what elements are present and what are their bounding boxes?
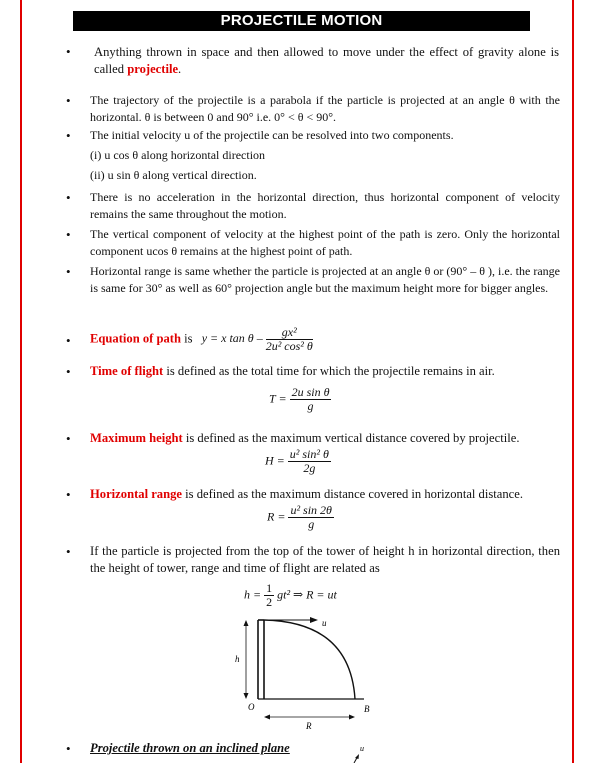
- formula-den: 2: [266, 595, 273, 609]
- formula-num: 2u sin θ: [291, 385, 330, 399]
- text: is defined as the maximum vertical distance covered by projectile.: [182, 431, 520, 445]
- term-equation-of-path: Equation of path: [90, 331, 181, 346]
- formula-lhs: h =: [244, 587, 262, 602]
- term-time-of-flight: Time of flight: [90, 364, 164, 378]
- formula-den: g: [307, 399, 314, 413]
- bullet-horizontal-range: [90, 486, 560, 503]
- text: is defined as the total time for which the projectile remains in air.: [163, 364, 495, 378]
- bullet-maximum-height: [90, 430, 560, 447]
- formula-rhs: gt² ⇒ R = ut: [277, 587, 337, 602]
- label-h: h: [235, 654, 240, 664]
- range-arrowhead-left: [264, 715, 270, 720]
- bullet-marker: •: [66, 431, 71, 446]
- range-arrowhead-right: [349, 715, 355, 720]
- bullet-marker: •: [66, 741, 71, 756]
- bullet-vertical-component: The vertical component of velocity at the highest point of the path is zero. Only the horizontal component ucos θ remains at the highest point of path.: [90, 227, 560, 258]
- bullet-marker: •: [66, 44, 71, 59]
- bullet-tower-projection: If the particle is projected from the top of the tower of height h in horizontal direction, then the height of tower, range and time of flight are related as: [90, 544, 560, 575]
- formula-lhs: R =: [267, 509, 286, 524]
- velocity-arrowhead: [355, 754, 359, 759]
- formula-maximum-height: [265, 448, 331, 475]
- formula-lhs: H =: [265, 453, 285, 468]
- formula-num: u² sin² θ: [289, 447, 329, 461]
- label-u: u: [322, 618, 327, 628]
- tower-projectile-diagram: [222, 612, 382, 732]
- bullet-marker: •: [66, 227, 71, 242]
- bullet-marker: •: [66, 364, 71, 379]
- bullet-marker: •: [66, 128, 71, 143]
- bullet-marker: •: [66, 190, 71, 205]
- formula-path: [201, 325, 313, 353]
- bullet-inclined-plane: Projectile thrown on an inclined plane: [90, 741, 290, 755]
- component-vertical: (ii) u sin θ along vertical direction.: [90, 168, 257, 182]
- formula-time-of-flight: [269, 386, 331, 413]
- formula-den: 2u² cos² θ: [265, 339, 313, 353]
- trajectory-curve: [264, 620, 355, 699]
- formula-den: 2g: [303, 461, 316, 475]
- bullet-range-angles: Horizontal range is same whether the particle is projected at an angle θ or (90° – θ ), i.e. the range is same for 30° as well as 60° projection angle but the maximum height more for bigger angles.: [90, 264, 560, 295]
- bullet-marker: •: [66, 487, 71, 502]
- formula-lhs: y = x tan θ –: [201, 331, 263, 346]
- formula-horizontal-range: [267, 504, 334, 531]
- formula-num: gx²: [266, 326, 313, 340]
- bullet-marker: •: [66, 544, 71, 559]
- bullet-marker: •: [66, 264, 71, 279]
- page: [20, 0, 574, 763]
- page-title: PROJECTILE MOTION: [73, 11, 530, 31]
- text: .: [178, 61, 182, 76]
- formula-den: g: [308, 517, 315, 531]
- term-projectile: projectile: [127, 61, 179, 76]
- label-R: R: [306, 721, 312, 731]
- bullet-trajectory: The trajectory of the projectile is a parabola if the particle is projected at an angle θ with the horizontal. θ is between 0 and 90° i.e. 0° < θ < 90°.: [90, 93, 560, 124]
- formula-lhs: T =: [269, 391, 287, 406]
- bullet-marker: •: [66, 333, 71, 348]
- height-arrowhead-bottom: [244, 693, 249, 699]
- label-u: u: [360, 744, 364, 753]
- height-arrowhead-top: [244, 620, 249, 626]
- bullet-marker: •: [66, 93, 71, 108]
- component-horizontal: (i) u cos θ along horizontal direction: [90, 148, 266, 162]
- bullet-initial-velocity: The initial velocity u of the projectile can be resolved into two components.: [90, 128, 454, 142]
- formula-num: 1: [266, 581, 273, 595]
- bullet-projectile-definition: [94, 44, 559, 77]
- velocity-arrowhead: [310, 617, 318, 623]
- bullet-time-of-flight: [90, 363, 560, 380]
- formula-tower: [244, 582, 337, 609]
- text: Anything thrown in space and then allowed to move under the effect of gravity alone is called: [94, 45, 559, 76]
- inclined-plane-diagram-fragment: [348, 742, 378, 763]
- text: is defined as the maximum distance covered in horizontal distance.: [182, 487, 523, 501]
- formula-num: u² sin 2θ: [290, 503, 332, 517]
- bullet-horizontal-accel: There is no acceleration in the horizontal direction, thus horizontal component of velocity remains the same throughout the motion.: [90, 190, 560, 221]
- term-horizontal-range: Horizontal range: [90, 487, 182, 501]
- label-B: B: [364, 704, 370, 714]
- term-maximum-height: Maximum height: [90, 431, 183, 445]
- label-O: O: [248, 702, 255, 712]
- bullet-equation-of-path: [90, 325, 313, 353]
- text: is: [181, 331, 193, 346]
